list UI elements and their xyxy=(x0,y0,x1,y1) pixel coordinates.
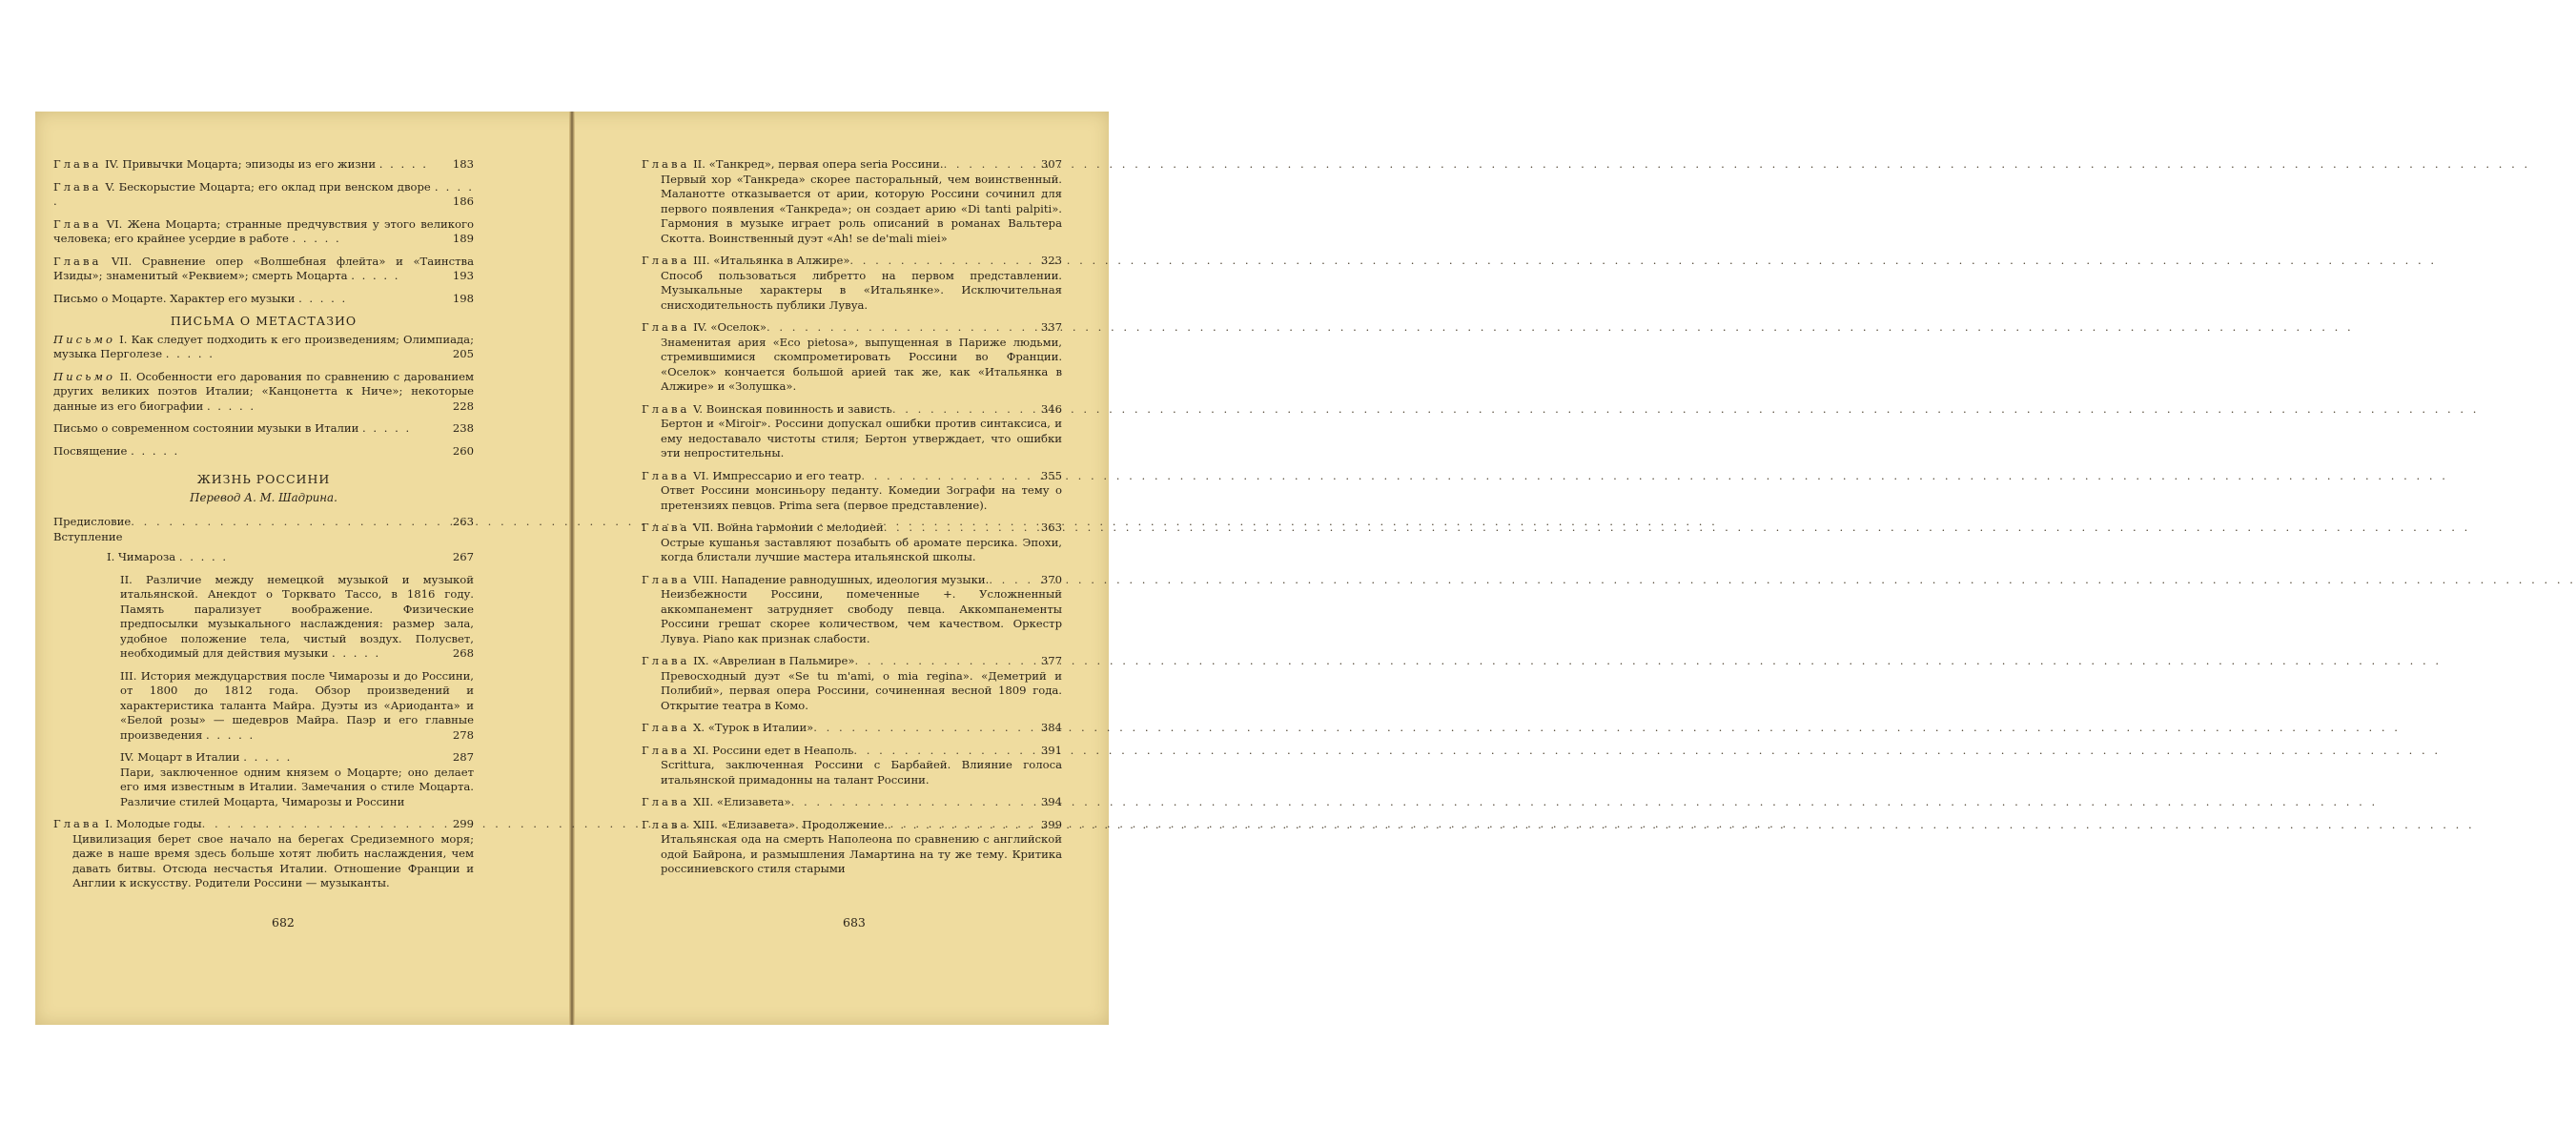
entry-heading-line xyxy=(642,573,1062,588)
toc-entry-chapter xyxy=(642,795,1062,810)
page-ref: 260 xyxy=(452,443,474,458)
page-ref: 299 xyxy=(452,817,474,830)
entry-title: X. «Турок в Италии» xyxy=(689,721,814,734)
entry-lead: Глава xyxy=(642,654,690,667)
entry-lead: Глава xyxy=(53,179,102,194)
page-ref: 363 xyxy=(1040,521,1062,534)
entry-lead: Глава xyxy=(642,157,690,171)
dot-leader xyxy=(767,320,1037,336)
entry-title: Вступление xyxy=(53,529,123,543)
entry-text xyxy=(120,750,474,766)
page-ref: 394 xyxy=(1040,795,1062,808)
toc-entry xyxy=(53,292,474,307)
page-ref: 228 xyxy=(452,398,474,413)
toc-entry-chapter xyxy=(642,818,1062,877)
toc-entry xyxy=(53,421,474,437)
entry-lead: Глава xyxy=(642,320,690,334)
entry-text xyxy=(53,421,474,437)
toc-entry xyxy=(53,444,474,460)
entry-text xyxy=(120,573,474,662)
entry-description: Неизбежности Россини, помеченные +. Усложненный аккомпанемент затрудняет свободу певца. Аккомпанементы Россини грешат скорее количеством, чем качеством. Оркестр Лувуа. Piano как признак слабости. xyxy=(661,587,1062,645)
page-number-left: 682 xyxy=(272,915,295,930)
entry-title: XII. «Елизавета» xyxy=(689,795,791,808)
page-ref: 337 xyxy=(1040,320,1062,334)
entry-lead: Глава xyxy=(642,817,690,831)
page-ref: 399 xyxy=(1040,817,1062,831)
entry-title-wrap xyxy=(642,795,791,810)
entry-text xyxy=(53,333,474,362)
toc-entry-chapter xyxy=(642,521,1062,565)
entry-lead: Глава xyxy=(53,157,102,171)
entry-description: Пари, заключенное одним князем о Моцарте; оно делает его имя известным в Италии. Замечания о стиле Моцарта. Различие стилей Моцарта, Чимарозы и Россини xyxy=(120,765,474,808)
page-ref: 384 xyxy=(1040,721,1062,734)
right-page xyxy=(642,157,1062,885)
entry-title: IX. «Аврелиан в Пальмире» xyxy=(689,654,855,667)
entry-lead: Письмо xyxy=(53,332,115,346)
page-ref: 323 xyxy=(1040,254,1062,267)
dot-leader: . . . . . xyxy=(131,443,180,458)
page-ref: 193 xyxy=(452,269,474,282)
entry-title: II. Различие между немецкой музыкой и музыкой итальянской. Анекдот о Торквато Тассо, в 1816 году. Память парализует воображение. Физические предпосылки музыкального наслаждения: размер зала, удобное положение тела, чистый воздух. Полусвет, необходимый для действия музыки xyxy=(120,572,474,660)
entry-description: Острые кушанья заставляют позабыть об аромате персика. Эпохи, когда блистали лучшие мастера итальянской школы. xyxy=(661,535,1062,563)
entry-lead: Глава xyxy=(642,743,690,757)
toc-entry-chapter xyxy=(642,254,1062,313)
entry-text xyxy=(53,444,474,460)
dot-leader xyxy=(813,721,1037,736)
entry-lead: Глава xyxy=(642,721,690,734)
dot-leader xyxy=(202,817,449,832)
page-ref: 355 xyxy=(1040,468,1062,482)
dot-leader: . . . . . xyxy=(243,750,293,764)
dot-leader: . . . . . xyxy=(362,421,412,435)
entry-description: Первый хор «Танкреда» скорее пасторальный, чем воинственный. Маланотте отказывается от арии, которую Россини сочинил для первого появления «Танкреда»; он создает арию «Di tanti palpiti». Гармония в музыке играет роль описаний в романах Вальтера Скотта. Воинственный дуэт «Ah! se de'mali miei» xyxy=(661,172,1062,245)
toc-entry xyxy=(53,333,474,362)
entry-lead: Глава xyxy=(642,795,690,808)
page-ref: 198 xyxy=(452,291,474,305)
entry-title: IV. «Оселок» xyxy=(689,320,767,334)
entry-lead: Письмо xyxy=(53,369,115,383)
section-heading-rossini: ЖИЗНЬ РОССИНИ xyxy=(196,472,331,486)
page-number-right: 683 xyxy=(843,915,866,930)
dot-leader xyxy=(854,654,1036,669)
page-ref: 268 xyxy=(452,646,474,660)
entry-title: Посвящение xyxy=(53,443,128,458)
entry-title-wrap xyxy=(642,573,989,588)
entry-description: Итальянская ода на смерть Наполеона по сравнению с английской одой Байрона, и размышления Ламартина на ту же тему. Критика россиниевского стиля старыми xyxy=(661,832,1062,875)
entry-lead: Глава xyxy=(53,254,102,268)
dot-leader xyxy=(884,521,1037,536)
dot-leader xyxy=(849,254,1036,269)
entry-title: I. Чимароза xyxy=(107,550,176,563)
entry-description: Цивилизация берет свое начало на берегах Средиземного моря; даже в наше время здесь больше хотят любить наслаждения, чем давать битвы. Отсюда несчастья Италии. Отношение Франции и Англии к искусству. Родители Россини — музыканты. xyxy=(72,831,474,889)
toc-entry xyxy=(53,180,474,210)
entry-lead: Глава xyxy=(642,572,690,586)
entry-title: III. «Итальянка в Алжире» xyxy=(689,254,850,267)
entry-heading-line xyxy=(642,521,1062,536)
entry-description: Способ пользоваться либретто на первом представлении. Музыкальные характеры в «Итальянке». Исключительная снисходительность публики Лувуа. xyxy=(661,268,1062,312)
entry-title: V. Воинская повинность и зависть xyxy=(689,401,892,416)
toc-entry-intro-item xyxy=(53,573,474,662)
entry-heading-line xyxy=(642,654,1062,669)
entry-title-wrap xyxy=(642,521,884,536)
entry-title: VI. Импрессарио и его театр xyxy=(689,468,862,482)
page-ref: 377 xyxy=(1040,654,1062,667)
book-gutter xyxy=(569,112,575,1025)
entry-title: V. Бескорыстие Моцарта; его оклад при венском дворе xyxy=(101,179,431,194)
dot-leader xyxy=(131,515,449,530)
entry-heading-line xyxy=(642,744,1062,759)
dot-leader: . . . . . xyxy=(53,179,474,208)
entry-description: Scrittura, заключенная Россини с Барбайей. Влияние голоса итальянской примадонны на талант Россини. xyxy=(661,758,1062,786)
dot-leader: . . . . . xyxy=(298,291,348,305)
dot-leader: . . . . . xyxy=(351,269,400,282)
entry-heading-line xyxy=(642,402,1062,418)
dot-leader: . . . . . xyxy=(206,398,256,413)
toc-entry xyxy=(53,255,474,284)
dot-leader: . . . . . xyxy=(178,550,229,563)
toc-entry-intro-item xyxy=(53,750,474,809)
dot-leader xyxy=(791,795,1037,810)
entry-title: VI. Жена Моцарта; странные предчувствия у этого великого человека; его крайнее усердие в работе xyxy=(53,216,474,245)
toc-entry-chapter xyxy=(642,402,1062,461)
toc-entry-intro xyxy=(53,530,474,545)
page-ref: 307 xyxy=(1040,157,1062,171)
entry-lead: Глава xyxy=(642,254,690,267)
dot-leader: . . . . . xyxy=(292,232,341,245)
entry-lead: Глава xyxy=(53,216,102,231)
dot-leader xyxy=(944,157,1037,173)
dot-leader xyxy=(989,573,1037,588)
entry-lead: Глава xyxy=(53,817,102,830)
entry-text xyxy=(107,550,474,565)
entry-text xyxy=(53,292,474,307)
entry-text xyxy=(53,370,474,415)
entry-description: Бертон и «Miroir». Россини допускал ошибки против синтаксиса, и ему недоставало чистоты стиля; Бертон утверждает, что ошибки эти непростительны. xyxy=(661,417,1062,460)
entry-title: II. Особенности его дарования по сравнению с дарованием других великих поэтов Италии; «Канцонетта к Ниче»; некоторые данные из его биографии xyxy=(53,369,474,413)
dot-leader xyxy=(892,402,1037,418)
entry-title: IV. Привычки Моцарта; эпизоды из его жизни xyxy=(101,157,377,171)
entry-title: III. История междуцарствия после Чимарозы и до Россини, от 1800 до 1812 года. Обзор произведений и характеристика таланта Майра. Дуэты из «Ариоданта» и «Белой розы» — шедевров Майра. Паэр и его главные произведения xyxy=(120,668,474,742)
left-page xyxy=(53,157,474,899)
page-ref: 267 xyxy=(452,550,474,563)
entry-description: Превосходный дуэт «Se tu m'ami, o mia regina». «Деметрий и Полибий», первая опера Россини, сочиненная весной 1809 года. Открытие театра в Комо. xyxy=(661,668,1062,712)
entry-title: XIII. «Елизавета». Продолжение. xyxy=(689,817,889,831)
entry-heading-line xyxy=(642,795,1062,810)
toc-entry-preface xyxy=(53,515,474,530)
entry-title: VII. Сравнение опер «Волшебная флейта» и «Таинства Изиды»; знаменитый «Реквием»; смерть Моцарта xyxy=(53,254,474,282)
entry-title: II. «Танкред», первая опера seria Россини. xyxy=(689,157,944,171)
page-ref: 189 xyxy=(452,232,474,245)
entry-text xyxy=(53,217,474,247)
page-ref: 346 xyxy=(1040,401,1062,416)
dot-leader xyxy=(888,818,1037,833)
toc-entry-chapter xyxy=(642,320,1062,395)
entry-heading-line xyxy=(642,320,1062,336)
entry-title: IV. Моцарт в Италии xyxy=(120,750,240,764)
toc-entry xyxy=(53,217,474,247)
entry-lead: Глава xyxy=(642,468,690,482)
entry-title: XI. Россини едет в Неаполь xyxy=(689,743,854,757)
dot-leader: . . . . . xyxy=(332,646,381,660)
entry-heading-line xyxy=(642,157,1062,173)
entry-title-wrap xyxy=(642,320,767,336)
dot-leader xyxy=(861,469,1037,484)
entry-title: VIII. Нападение равнодушных, идеология музыки. xyxy=(689,572,990,586)
entry-description: Ответ Россини монсиньору педанту. Комедии Зографи на тему о претензиях певцов. Prima sera (первое представление). xyxy=(661,483,1062,512)
entry-lead: Глава xyxy=(642,521,690,534)
toc-entry-chapter-1 xyxy=(53,817,474,891)
entry-title-wrap xyxy=(642,721,813,736)
dot-leader: . . . . . xyxy=(378,157,428,171)
page-ref: 238 xyxy=(452,421,474,435)
toc-entry-intro-item xyxy=(53,669,474,744)
entry-title: Предисловие xyxy=(53,515,132,528)
translator-credit: Перевод А. М. Шадрина. xyxy=(190,490,337,504)
toc-entry xyxy=(53,157,474,173)
dot-leader xyxy=(853,744,1036,759)
page-ref: 263 xyxy=(452,515,474,528)
dot-leader: . . . . . xyxy=(206,727,256,742)
page-ref: 205 xyxy=(452,347,474,360)
toc-entry xyxy=(53,370,474,415)
entry-text xyxy=(53,255,474,284)
entry-heading-line xyxy=(642,721,1062,736)
entry-heading-line xyxy=(642,254,1062,269)
section-heading-metastasio: ПИСЬМА О МЕТАСТАЗИО xyxy=(170,314,358,328)
entry-heading-line xyxy=(642,469,1062,484)
toc-entry-chapter xyxy=(642,654,1062,713)
entry-title: I. Молодые годы xyxy=(101,817,202,830)
entry-text xyxy=(120,669,474,744)
entry-title: Письмо о Моцарте. Характер его музыки xyxy=(53,291,296,305)
entry-lead: Глава xyxy=(642,401,690,416)
entry-title: Письмо о современном состоянии музыки в Италии xyxy=(53,421,359,435)
toc-entry-chapter xyxy=(642,573,1062,647)
entry-title-wrap xyxy=(642,157,944,173)
toc-entry-chapter xyxy=(642,744,1062,788)
page-ref: 370 xyxy=(1040,572,1062,586)
entry-title-wrap xyxy=(642,469,861,484)
toc-entry-chapter xyxy=(642,157,1062,246)
page-ref: 186 xyxy=(452,194,474,208)
page-ref: 287 xyxy=(452,750,474,764)
entry-title-wrap xyxy=(642,744,853,759)
entry-title-wrap xyxy=(642,818,888,833)
entry-text xyxy=(53,180,474,210)
toc-entry-chapter xyxy=(642,469,1062,514)
entry-text xyxy=(53,157,474,173)
entry-title: VII. Война гармонии с мелодией xyxy=(689,521,884,534)
page-ref: 278 xyxy=(452,727,474,742)
toc-entry-intro-item xyxy=(53,550,474,565)
entry-title-wrap xyxy=(642,654,854,669)
entry-title-wrap xyxy=(642,402,892,418)
page-ref: 183 xyxy=(452,157,474,171)
entry-description: Знаменитая ария «Eco pietosa», выпущенная в Париже людьми, стремившимися скомпрометировать Россини во Франции. «Оселок» кончается большой арией так же, как «Итальянка в Алжире» и «Золушка». xyxy=(661,335,1062,393)
entry-title-wrap xyxy=(642,254,849,269)
toc-entry-chapter xyxy=(642,721,1062,736)
entry-title: I. Как следует подходить к его произведениям; Олимпиада; музыка Перголезе xyxy=(53,332,474,360)
dot-leader: . . . . . xyxy=(165,347,215,360)
entry-heading-line xyxy=(642,818,1062,833)
page-ref: 391 xyxy=(1040,743,1062,757)
